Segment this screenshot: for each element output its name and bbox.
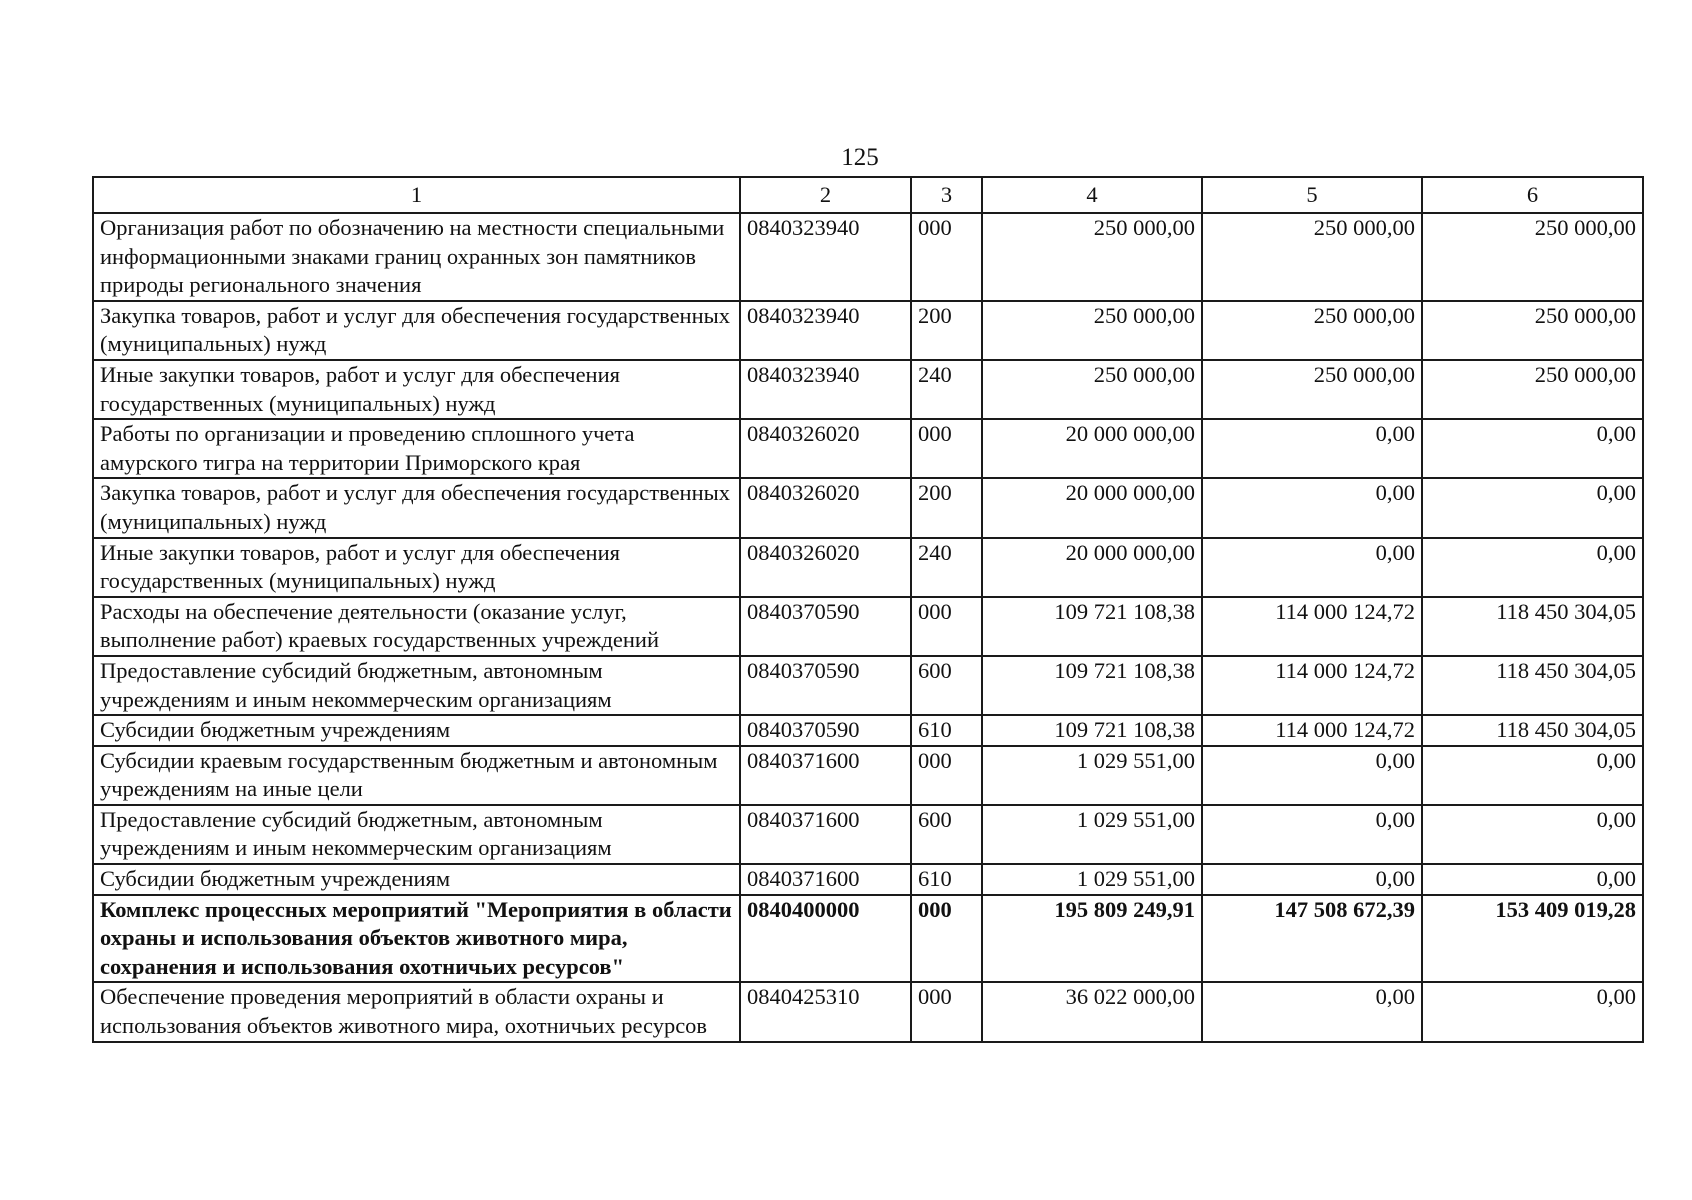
row-value-col5: 0,00 <box>1202 864 1422 895</box>
row-value-col6: 118 450 304,05 <box>1422 715 1643 746</box>
table-row <box>93 746 1643 805</box>
row-name: Обеспечение проведения мероприятий в области охраны и использования объектов животного мира, охотничьих ресурсов <box>93 982 740 1041</box>
table-row <box>93 982 1643 1041</box>
row-value-col4: 1 029 551,00 <box>982 805 1202 864</box>
row-value-col5: 250 000,00 <box>1202 213 1422 301</box>
row-value-col5: 0,00 <box>1202 982 1422 1041</box>
row-code: 0840326020 <box>740 538 911 597</box>
row-value-col5: 0,00 <box>1202 746 1422 805</box>
row-value-col4: 250 000,00 <box>982 301 1202 360</box>
row-expense-type: 000 <box>911 419 982 478</box>
row-value-col6: 0,00 <box>1422 982 1643 1041</box>
table-row <box>93 478 1643 537</box>
row-value-col6: 0,00 <box>1422 805 1643 864</box>
table-row-section-total <box>93 895 1643 983</box>
row-name: Субсидии краевым государственным бюджетным и автономным учреждениям на иные цели <box>93 746 740 805</box>
page-number: 125 <box>841 144 879 171</box>
row-value-col5: 114 000 124,72 <box>1202 715 1422 746</box>
row-value-col5: 114 000 124,72 <box>1202 597 1422 656</box>
table-row <box>93 597 1643 656</box>
column-header: 2 <box>740 177 911 213</box>
row-code: 0840326020 <box>740 419 911 478</box>
row-value-col5: 250 000,00 <box>1202 360 1422 419</box>
table-row <box>93 864 1643 895</box>
row-value-col4: 1 029 551,00 <box>982 864 1202 895</box>
row-expense-type: 240 <box>911 538 982 597</box>
row-name: Работы по организации и проведению сплошного учета амурского тигра на территории Приморского края <box>93 419 740 478</box>
table-row <box>93 301 1643 360</box>
row-code: 0840371600 <box>740 746 911 805</box>
table-row <box>93 805 1643 864</box>
row-expense-type: 000 <box>911 746 982 805</box>
table-row <box>93 213 1643 301</box>
table-row <box>93 419 1643 478</box>
row-value-col6: 153 409 019,28 <box>1422 895 1643 983</box>
budget-table <box>92 176 1644 1043</box>
row-value-col4: 1 029 551,00 <box>982 746 1202 805</box>
row-value-col5: 0,00 <box>1202 805 1422 864</box>
header-row <box>93 177 1643 213</box>
row-code: 0840400000 <box>740 895 911 983</box>
row-name: Организация работ по обозначению на местности специальными информационными знаками границ охранных зон памятников природы регионального значения <box>93 213 740 301</box>
column-header: 6 <box>1422 177 1643 213</box>
row-name: Субсидии бюджетным учреждениям <box>93 864 740 895</box>
row-code: 0840323940 <box>740 360 911 419</box>
row-code: 0840370590 <box>740 715 911 746</box>
row-value-col6: 250 000,00 <box>1422 213 1643 301</box>
row-name: Закупка товаров, работ и услуг для обеспечения государственных (муниципальных) нужд <box>93 301 740 360</box>
row-value-col5: 0,00 <box>1202 538 1422 597</box>
row-value-col4: 195 809 249,91 <box>982 895 1202 983</box>
row-value-col6: 250 000,00 <box>1422 360 1643 419</box>
row-name: Иные закупки товаров, работ и услуг для обеспечения государственных (муниципальных) нужд <box>93 538 740 597</box>
row-value-col6: 0,00 <box>1422 746 1643 805</box>
row-expense-type: 240 <box>911 360 982 419</box>
row-value-col4: 109 721 108,38 <box>982 715 1202 746</box>
row-value-col6: 118 450 304,05 <box>1422 597 1643 656</box>
row-value-col6: 250 000,00 <box>1422 301 1643 360</box>
row-code: 0840371600 <box>740 805 911 864</box>
row-value-col5: 147 508 672,39 <box>1202 895 1422 983</box>
row-expense-type: 610 <box>911 715 982 746</box>
row-expense-type: 000 <box>911 213 982 301</box>
table-row <box>93 656 1643 715</box>
table-row <box>93 715 1643 746</box>
row-name: Предоставление субсидий бюджетным, автономным учреждениям и иным некоммерческим организациям <box>93 656 740 715</box>
row-code: 0840425310 <box>740 982 911 1041</box>
row-code: 0840370590 <box>740 656 911 715</box>
row-value-col6: 118 450 304,05 <box>1422 656 1643 715</box>
row-name: Субсидии бюджетным учреждениям <box>93 715 740 746</box>
row-expense-type: 000 <box>911 597 982 656</box>
row-name: Иные закупки товаров, работ и услуг для обеспечения государственных (муниципальных) нужд <box>93 360 740 419</box>
row-expense-type: 000 <box>911 982 982 1041</box>
row-value-col4: 20 000 000,00 <box>982 538 1202 597</box>
row-code: 0840370590 <box>740 597 911 656</box>
row-value-col4: 20 000 000,00 <box>982 419 1202 478</box>
row-value-col5: 114 000 124,72 <box>1202 656 1422 715</box>
row-code: 0840371600 <box>740 864 911 895</box>
row-value-col4: 109 721 108,38 <box>982 656 1202 715</box>
row-code: 0840323940 <box>740 213 911 301</box>
row-value-col4: 109 721 108,38 <box>982 597 1202 656</box>
column-header: 4 <box>982 177 1202 213</box>
row-value-col5: 0,00 <box>1202 419 1422 478</box>
row-value-col6: 0,00 <box>1422 419 1643 478</box>
row-name: Комплекс процессных мероприятий "Мероприятия в области охраны и использования объектов животного мира, сохранения и использования охотничьих ресурсов" <box>93 895 740 983</box>
row-name: Предоставление субсидий бюджетным, автономным учреждениям и иным некоммерческим организациям <box>93 805 740 864</box>
row-name: Расходы на обеспечение деятельности (оказание услуг, выполнение работ) краевых государственных учреждений <box>93 597 740 656</box>
column-header: 5 <box>1202 177 1422 213</box>
row-expense-type: 200 <box>911 478 982 537</box>
row-value-col4: 36 022 000,00 <box>982 982 1202 1041</box>
column-header: 3 <box>911 177 982 213</box>
table-row <box>93 538 1643 597</box>
row-expense-type: 600 <box>911 656 982 715</box>
row-expense-type: 000 <box>911 895 982 983</box>
row-value-col4: 250 000,00 <box>982 213 1202 301</box>
row-code: 0840323940 <box>740 301 911 360</box>
row-name: Закупка товаров, работ и услуг для обеспечения государственных (муниципальных) нужд <box>93 478 740 537</box>
row-value-col4: 250 000,00 <box>982 360 1202 419</box>
row-value-col6: 0,00 <box>1422 538 1643 597</box>
row-value-col5: 250 000,00 <box>1202 301 1422 360</box>
row-expense-type: 600 <box>911 805 982 864</box>
row-value-col6: 0,00 <box>1422 478 1643 537</box>
row-value-col4: 20 000 000,00 <box>982 478 1202 537</box>
row-value-col6: 0,00 <box>1422 864 1643 895</box>
row-value-col5: 0,00 <box>1202 478 1422 537</box>
column-header: 1 <box>93 177 740 213</box>
table-row <box>93 360 1643 419</box>
row-expense-type: 610 <box>911 864 982 895</box>
row-code: 0840326020 <box>740 478 911 537</box>
row-expense-type: 200 <box>911 301 982 360</box>
